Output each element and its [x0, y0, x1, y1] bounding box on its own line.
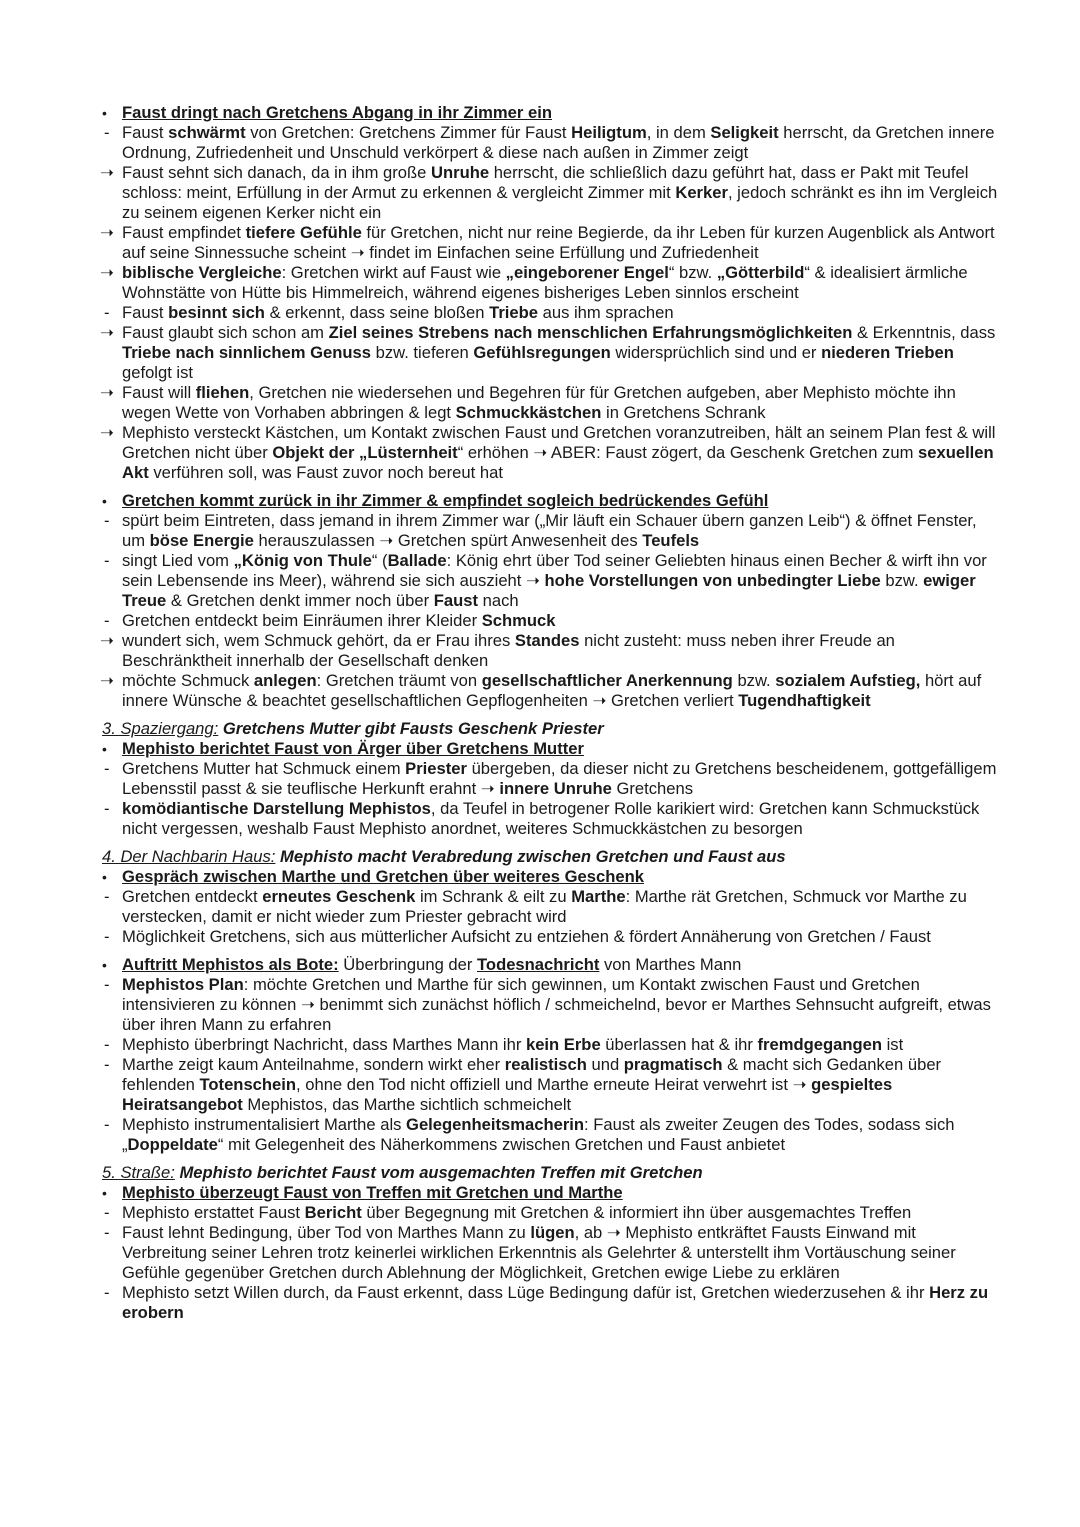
- text-run: Überbringung der: [338, 955, 478, 974]
- arrow-item: [100, 671, 1000, 711]
- dash-icon: -: [104, 1115, 110, 1134]
- dash-icon: -: [104, 1223, 110, 1242]
- text-run: möchte Schmuck: [122, 671, 254, 690]
- text-run: Gretchens Mutter hat Schmuck einem: [122, 759, 406, 778]
- text-run: herauszulassen ➝ Gretchen spürt Anwesenheit des: [253, 531, 643, 550]
- text-run: Faust sehnt sich danach, da in ihm große: [122, 163, 431, 182]
- dash-item: [100, 1055, 1000, 1115]
- spacer: [100, 947, 1000, 955]
- bold-term: fliehen: [195, 383, 250, 402]
- text-run: nach: [478, 591, 519, 610]
- dash-item: [100, 799, 1000, 839]
- text-run: Mephisto erstattet Faust: [122, 1203, 305, 1222]
- arrow-icon: ➝: [100, 223, 114, 242]
- text-run: “ erhöhen ➝ ABER: Faust zögert, da Geschenk Gretchen zum: [457, 443, 919, 462]
- dash-item: [100, 975, 1000, 1035]
- section-title: [100, 1163, 1000, 1183]
- bold-term: Doppeldate: [127, 1135, 218, 1154]
- text-run: überlassen hat & ihr: [600, 1035, 758, 1054]
- bold-term: Seligkeit: [710, 123, 779, 142]
- bold-term: Mephistos Plan: [122, 975, 244, 994]
- bold-term: Ziel seines Strebens nach menschlichen Erfahrungsmöglichkeiten: [328, 323, 853, 342]
- text-run: : Gretchen träumt von: [316, 671, 482, 690]
- text-run: von Marthes Mann: [599, 955, 742, 974]
- section-title: [100, 847, 1000, 867]
- bullet-heading: [100, 867, 1000, 887]
- bold-term: Teufels: [642, 531, 700, 550]
- bullet-icon: •: [102, 957, 107, 973]
- dash-item: [100, 1223, 1000, 1283]
- notes-content: [100, 103, 1000, 1323]
- text-run: und: [586, 1055, 624, 1074]
- arrow-item: [100, 223, 1000, 263]
- bold-term: Marthe: [571, 887, 626, 906]
- bold-term: Objekt der „Lüsternheit: [272, 443, 458, 462]
- bold-term: schwärmt: [168, 123, 246, 142]
- bullet-icon: •: [102, 1185, 107, 1201]
- section-heading: Gretchens Mutter gibt Fausts Geschenk Priester: [218, 719, 604, 738]
- dash-icon: -: [104, 303, 110, 322]
- bold-term: biblische Vergleiche: [122, 263, 282, 282]
- section-number: 4. Der Nachbarin Haus:: [102, 847, 276, 866]
- bold-term: Kerker: [675, 183, 728, 202]
- dash-icon: -: [104, 759, 110, 778]
- dash-icon: -: [104, 511, 110, 530]
- text-run: Mephisto versteckt Kästchen, um Kontakt zwischen Faust und Gretchen voranzutreiben, hält an seinem Plan fest & will Gretchen nicht über: [122, 423, 996, 462]
- text-run: Faust empfindet: [122, 223, 246, 242]
- bold-term: Gelegenheitsmacherin: [406, 1115, 585, 1134]
- section-title: [100, 719, 1000, 739]
- text-run: Mephisto instrumentalisiert Marthe als: [122, 1115, 407, 1134]
- dash-icon: -: [104, 551, 110, 570]
- bullet-icon: •: [102, 869, 107, 885]
- text-run: im Schrank & eilt zu: [415, 887, 572, 906]
- text-run: Gretchen entdeckt beim Einräumen ihrer Kleider: [122, 611, 482, 630]
- spacer: [100, 483, 1000, 491]
- text-run: & macht sich Gedanken über fehlenden: [122, 1055, 942, 1094]
- arrow-item: [100, 163, 1000, 223]
- dash-item: [100, 551, 1000, 611]
- text-run: , da Teufel in betrogener Rolle karikiert wird: Gretchen kann Schmuckstück nicht vergessen, weshalb Faust Mephisto anordnet, weiteres Schmuckkästchen zu besorgen: [122, 799, 980, 838]
- section-number: 5. Straße:: [102, 1163, 175, 1182]
- text-run: Mephisto überbringt Nachricht, dass Marthes Mann ihr: [122, 1035, 526, 1054]
- text-run: Mephisto setzt Willen durch, da Faust erkennt, dass Lüge Bedingung dafür ist, Gretchen wiederzusehen & ihr: [122, 1283, 930, 1302]
- bold-term: Ballade: [387, 551, 447, 570]
- text-run: “ bzw.: [668, 263, 717, 282]
- dash-item: [100, 1283, 1000, 1323]
- bullet-heading: [100, 491, 1000, 511]
- bullet-heading: [100, 1183, 1000, 1203]
- text-run: Faust will: [122, 383, 196, 402]
- arrow-item: [100, 323, 1000, 383]
- text-run: & Erkenntnis, dass: [852, 323, 996, 342]
- bold-term: anlegen: [253, 671, 317, 690]
- section-number: 3. Spaziergang:: [102, 719, 219, 738]
- text-run: ist: [881, 1035, 904, 1054]
- bold-term: innere Unruhe: [499, 779, 612, 798]
- bold-term: Totenschein: [199, 1075, 297, 1094]
- bold-term: komödiantische Darstellung Mephistos: [122, 799, 431, 818]
- bold-term: Priester: [405, 759, 467, 778]
- text-run: singt Lied vom: [122, 551, 234, 570]
- bold-term: gesellschaftlicher Anerkennung: [481, 671, 733, 690]
- section-heading: Mephisto macht Verabredung zwischen Gretchen und Faust aus: [275, 847, 786, 866]
- spacer: [100, 839, 1000, 847]
- bold-term: Standes: [514, 631, 580, 650]
- text-run: von Gretchen: Gretchens Zimmer für Faust: [245, 123, 572, 142]
- text-run: verführen soll, was Faust zuvor noch bereut hat: [148, 463, 503, 482]
- bold-term: lügen: [530, 1223, 575, 1242]
- arrow-icon: ➝: [100, 263, 114, 282]
- dash-item: [100, 1035, 1000, 1055]
- bullet-icon: •: [102, 741, 107, 757]
- arrow-icon: ➝: [100, 383, 114, 402]
- text-run: Mephistos, das Marthe sichtlich schmeichelt: [242, 1095, 572, 1114]
- text-run: Faust glaubt sich schon am: [122, 323, 329, 342]
- dash-item: [100, 303, 1000, 323]
- bold-term: Schmuckkästchen: [455, 403, 602, 422]
- bold-term: Triebe: [489, 303, 538, 322]
- dash-icon: -: [104, 975, 110, 994]
- arrow-item: [100, 423, 1000, 483]
- text-run: Faust: [122, 303, 169, 322]
- dash-icon: -: [104, 1203, 110, 1222]
- text-run: herrscht, da Gretchen innere Ordnung, Zufriedenheit und Unschuld verkörpert & diese nach außen in Zimmer zeigt: [122, 123, 995, 162]
- text-run: : Faust als zweiter Zeugen des Todes, sodass sich „: [122, 1115, 955, 1154]
- text-run: : König ehrt über Tod seiner Geliebten hinaus einen Becher & wirft ihn vor sein Lebensende ins Meer), während sie sich auszieht ➝: [122, 551, 987, 590]
- text-run: & Gretchen denkt immer noch über: [166, 591, 434, 610]
- text-run: “ mit Gelegenheit des Näherkommens zwischen Gretchen und Faust anbietet: [217, 1135, 786, 1154]
- arrow-item: [100, 263, 1000, 303]
- dash-item: [100, 927, 1000, 947]
- bold-term: „König von Thule: [233, 551, 372, 570]
- dash-icon: -: [104, 927, 110, 946]
- bold-term: Triebe nach sinnlichem Genuss: [122, 343, 371, 362]
- text-run: : Marthe rät Gretchen, Schmuck vor Marthe zu verstecken, damit er nicht wieder zum Priester gebracht wird: [122, 887, 967, 926]
- text-run: Faust: [122, 123, 169, 142]
- text-run: hört auf innere Wünsche & beachtet gesellschaftlichen Gepflogenheiten ➝ Gretchen verliert: [122, 671, 982, 710]
- text-run: , Gretchen nie wiedersehen und Begehren für für Gretchen aufgeben, aber Mephisto möchte ihn wegen Wette von Vorhaben abbringen & legt: [122, 383, 956, 422]
- dash-icon: -: [104, 1055, 110, 1074]
- text-run: Gretchen entdeckt: [122, 887, 263, 906]
- heading-text: Faust dringt nach Gretchens Abgang in ihr Zimmer ein: [122, 103, 552, 122]
- text-run: , in dem: [646, 123, 711, 142]
- arrow-icon: ➝: [100, 631, 114, 650]
- text-run: Faust lehnt Bedingung, über Tod von Marthes Mann zu: [122, 1223, 531, 1242]
- text-run: gefolgt ist: [122, 363, 194, 382]
- text-run: bzw.: [732, 671, 776, 690]
- arrow-icon: ➝: [100, 163, 114, 182]
- arrow-icon: ➝: [100, 671, 114, 690]
- dash-item: [100, 1115, 1000, 1155]
- text-run: widersprüchlich sind und er: [610, 343, 822, 362]
- dash-item: [100, 759, 1000, 799]
- text-run: bzw. tieferen: [371, 343, 474, 362]
- bold-term: „Götterbild: [716, 263, 805, 282]
- section-heading: Mephisto berichtet Faust vom ausgemachten Treffen mit Gretchen: [174, 1163, 703, 1182]
- text-run: , jedoch schränkt es ihn im Vergleich zu seinem eigenen Kerker nicht ein: [122, 183, 998, 222]
- heading-text: Mephisto überzeugt Faust von Treffen mit Gretchen und Marthe: [122, 1183, 623, 1202]
- bold-term: tiefere Gefühle: [245, 223, 362, 242]
- text-run: übergeben, da dieser nicht zu Gretchens bescheidenem, gottgefälligem Lebensstil passt & sie teuflische Herkunft erahnt ➝: [122, 759, 997, 798]
- bold-term: Schmuck: [481, 611, 556, 630]
- bullet-heading: [100, 955, 1000, 975]
- bold-term: pragmatisch: [623, 1055, 723, 1074]
- text-run: herrscht, die schließlich dazu geführt hat, dass er Pakt mit Teufel schloss: meint, Erfüllung in der Armut zu erkennen & vergleicht Zimmer mit: [122, 163, 969, 202]
- text-run: , ab ➝ Mephisto entkräftet Fausts Einwand mit Verbreitung seiner Lehren trotz keinerlei wirklichen Erkenntnis als Gelehrter & unterstellt ihm Vortäuschung seiner Gefühle gegenüber Gretchen durch Ablehnung der Möglichkeit, Gretchen ewige Liebe zu erklären: [122, 1223, 956, 1282]
- dash-item: [100, 887, 1000, 927]
- text-run: spürt beim Eintreten, dass jemand in ihrem Zimmer war („Mir läuft ein Schauer übern ganzen Leib“) & öffnet Fenster, um: [122, 511, 977, 550]
- bold-term: böse Energie: [149, 531, 254, 550]
- bold-term: Faust: [433, 591, 479, 610]
- bold-term: Tugendhaftigkeit: [738, 691, 871, 710]
- heading-text: Gretchen kommt zurück in ihr Zimmer & empfindet sogleich bedrückendes Gefühl: [122, 491, 769, 510]
- dash-item: [100, 123, 1000, 163]
- bold-term: gespieltes Heiratsangebot: [122, 1075, 893, 1114]
- bold-term: fremdgegangen: [757, 1035, 882, 1054]
- dash-icon: -: [104, 123, 110, 142]
- text-run: für Gretchen, nicht nur reine Begierde, da ihr Leben für kurzen Augenblick als Antwort auf seine Sinnessuche scheint ➝ findet im Einfachen seine Erfüllung und Zufriedenheit: [122, 223, 995, 262]
- text-run: bzw.: [880, 571, 924, 590]
- dash-item: [100, 1203, 1000, 1223]
- dash-icon: -: [104, 799, 110, 818]
- dash-icon: -: [104, 887, 110, 906]
- text-run: “ & idealisiert ärmliche Wohnstätte von Hütte bis Himmelreich, während eigenes bisheriges Leben sinnlos erscheint: [122, 263, 968, 302]
- bold-term: ewiger Treue: [122, 571, 976, 610]
- bold-term: Herz zu erobern: [122, 1283, 989, 1322]
- text-run: , ohne den Tod nicht offiziell und Marthe erneute Heirat verwehrt ist ➝: [296, 1075, 812, 1094]
- bold-term: sozialem Aufstieg,: [775, 671, 921, 690]
- bold-term: realistisch: [504, 1055, 587, 1074]
- bold-term: niederen Trieben: [821, 343, 954, 362]
- arrow-icon: ➝: [100, 423, 114, 442]
- bold-term: erneutes Geschenk: [262, 887, 416, 906]
- text-run: : möchte Gretchen und Marthe für sich gewinnen, um Kontakt zwischen Faust und Gretchen intensivieren zu können ➝ benimmt sich zunächst höflich / schmeichelnd, bevor er Marthes Sehnsucht aufgreift, etwas über ihren Mann zu erfahren: [122, 975, 991, 1034]
- bold-term: „eingeborener Engel: [505, 263, 669, 282]
- spacer: [100, 711, 1000, 719]
- bold-term: hohe Vorstellungen von unbedingter Liebe: [544, 571, 881, 590]
- text-run: Marthe zeigt kaum Anteilnahme, sondern wirkt eher: [122, 1055, 505, 1074]
- dash-icon: -: [104, 1035, 110, 1054]
- text-run: in Gretchens Schrank: [601, 403, 766, 422]
- text-run: über Begegnung mit Gretchen & informiert ihn über ausgemachtes Treffen: [361, 1203, 912, 1222]
- bold-term: Todesnachricht: [477, 955, 600, 974]
- dash-item: [100, 511, 1000, 551]
- bullet-icon: •: [102, 493, 107, 509]
- heading-text: Gespräch zwischen Marthe und Gretchen über weiteres Geschenk: [122, 867, 644, 886]
- dash-icon: -: [104, 611, 110, 630]
- bold-term: Unruhe: [431, 163, 490, 182]
- bold-term: kein Erbe: [525, 1035, 601, 1054]
- arrow-icon: ➝: [100, 323, 114, 342]
- text-run: Gretchens: [611, 779, 693, 798]
- bold-term: Gefühlsregungen: [473, 343, 611, 362]
- spacer: [100, 1155, 1000, 1163]
- arrow-item: [100, 631, 1000, 671]
- bullet-heading: [100, 739, 1000, 759]
- arrow-item: [100, 383, 1000, 423]
- text-run: nicht zusteht: muss neben ihrer Freude an Beschränktheit innerhalb der Gesellschaft denken: [122, 631, 895, 670]
- bold-term: sexuellen Akt: [122, 443, 994, 482]
- text-run: aus ihm sprachen: [538, 303, 674, 322]
- bold-term: besinnt sich: [168, 303, 265, 322]
- heading-text: Mephisto berichtet Faust von Ärger über Gretchens Mutter: [122, 739, 584, 758]
- bullet-heading: [100, 103, 1000, 123]
- bold-term: Bericht: [304, 1203, 362, 1222]
- text-run: & erkennt, dass seine bloßen: [264, 303, 490, 322]
- text-run: Möglichkeit Gretchens, sich aus mütterlicher Aufsicht zu entziehen & fördert Annäherung von Gretchen / Faust: [122, 927, 931, 946]
- bold-term: Heiligtum: [571, 123, 647, 142]
- dash-item: [100, 611, 1000, 631]
- dash-icon: -: [104, 1283, 110, 1302]
- text-run: : Gretchen wirkt auf Faust wie: [281, 263, 506, 282]
- bullet-icon: •: [102, 105, 107, 121]
- heading-text: Auftritt Mephistos als Bote:: [122, 955, 339, 974]
- text-run: “ (: [371, 551, 388, 570]
- text-run: wundert sich, wem Schmuck gehört, da er Frau ihres: [122, 631, 515, 650]
